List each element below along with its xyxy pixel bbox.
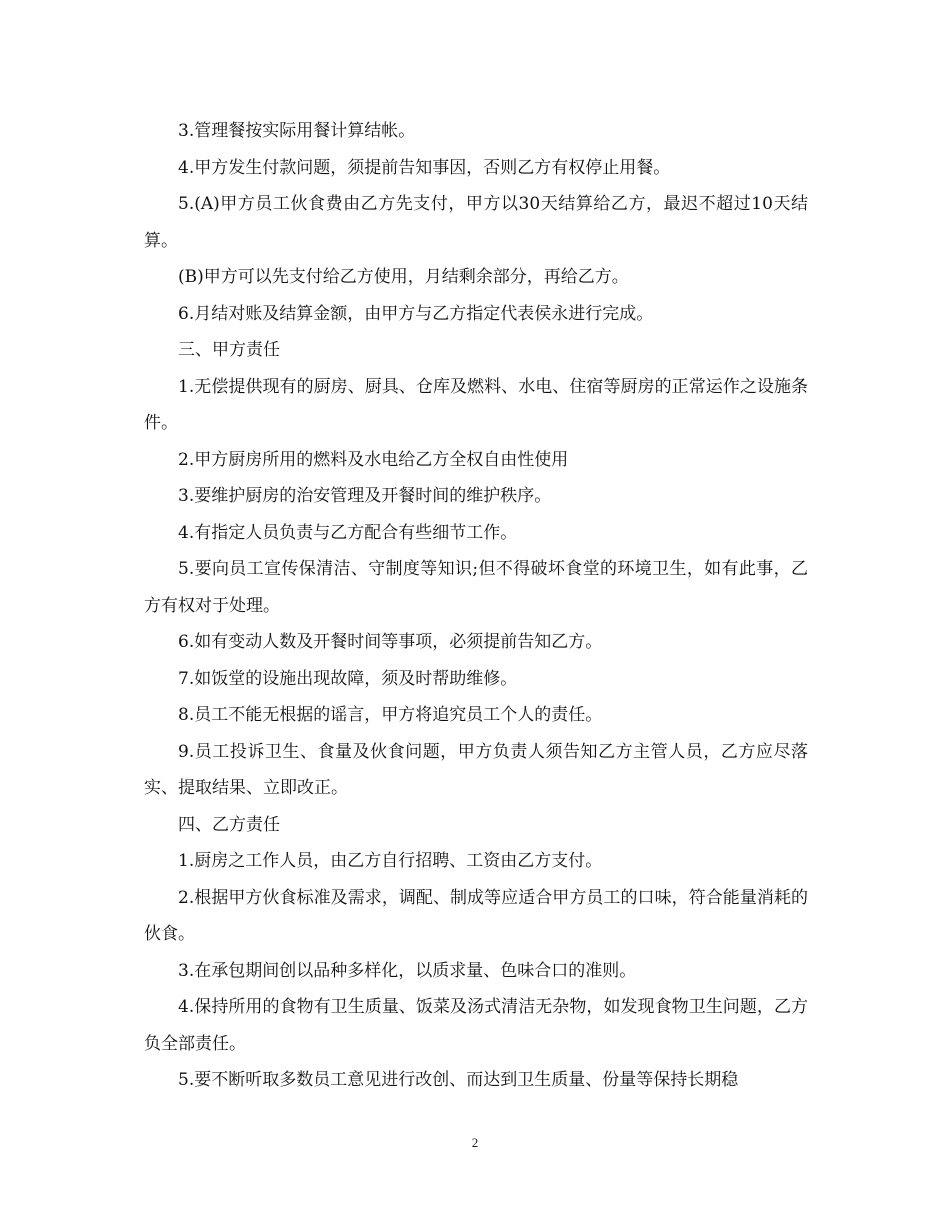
paragraph-party-b-2: 2.根据甲方伙食标准及需求，调配、制成等应适合甲方员工的口味，符合能量消耗的伙食。: [144, 887, 808, 944]
paragraph-party-b-3: 3.在承包期间创以品种多样化，以质求量、色味合口的准则。: [178, 960, 637, 981]
paragraph-party-a-9: 9.员工投诉卫生、食量及伙食问题，甲方负责人须告知乙方主管人员，乙方应尽落实、提取结果、立即改正。: [144, 741, 808, 798]
paragraph-party-b-5: 5.要不断听取多数员工意见进行改创、而达到卫生质量、份量等保持长期稳: [178, 1070, 739, 1090]
paragraph-party-b-1: 1.厨房之工作人员，由乙方自行招聘、工资由乙方支付。: [178, 851, 603, 871]
paragraph-party-a-7: 7.如饭堂的设施出现故障，须及时帮助维修。: [178, 668, 518, 689]
paragraph-billing-3: 3.管理餐按实际用餐计算结帐。: [178, 121, 416, 141]
page-number: 2: [471, 1135, 479, 1150]
paragraph-party-b-4: 4.保持所用的食物有卫生质量、饭菜及汤式清洁无杂物，如发现食物卫生问题，乙方负全部责任。: [144, 997, 808, 1054]
paragraph-billing-5b: (B)甲方可以先支付给乙方使用，月结剩余部分，再给乙方。: [178, 267, 629, 287]
paragraph-billing-4: 4.甲方发生付款问题，须提前告知事因，否则乙方有权停止用餐。: [178, 157, 671, 178]
paragraph-party-a-3: 3.要维护厨房的治安管理及开餐时间的维护秩序。: [178, 486, 552, 506]
document-body: [144, 113, 808, 1099]
paragraph-billing-6: 6.月结对账及结算金额，由甲方与乙方指定代表侯永进行完成。: [178, 303, 654, 324]
section-heading-party-a: 三、甲方责任: [178, 340, 280, 360]
paragraph-party-a-5: 5.要向员工宣传保清洁、守制度等知识;但不得破坏食堂的环境卫生，如有此事，乙方有权对于处理。: [144, 559, 808, 616]
paragraph-party-a-8: 8.员工不能无根据的谣言，甲方将追究员工个人的责任。: [178, 705, 603, 725]
paragraph-billing-5a: 5.(A)甲方员工伙食费由乙方先支付，甲方以30天结算给乙方，最迟不超过10天结算。: [144, 194, 808, 251]
paragraph-party-a-4: 4.有指定人员负责与乙方配合有些细节工作。: [178, 522, 518, 543]
paragraph-party-a-2: 2.甲方厨房所用的燃料及水电给乙方全权自由性使用: [178, 449, 569, 470]
paragraph-party-a-6: 6.如有变动人数及开餐时间等事项，必须提前告知乙方。: [178, 632, 603, 652]
section-heading-party-b: 四、乙方责任: [178, 814, 280, 835]
paragraph-party-a-1: 1.无偿提供现有的厨房、厨具、仓库及燃料、水电、住宿等厨房的正常运作之设施条件。: [144, 376, 808, 433]
